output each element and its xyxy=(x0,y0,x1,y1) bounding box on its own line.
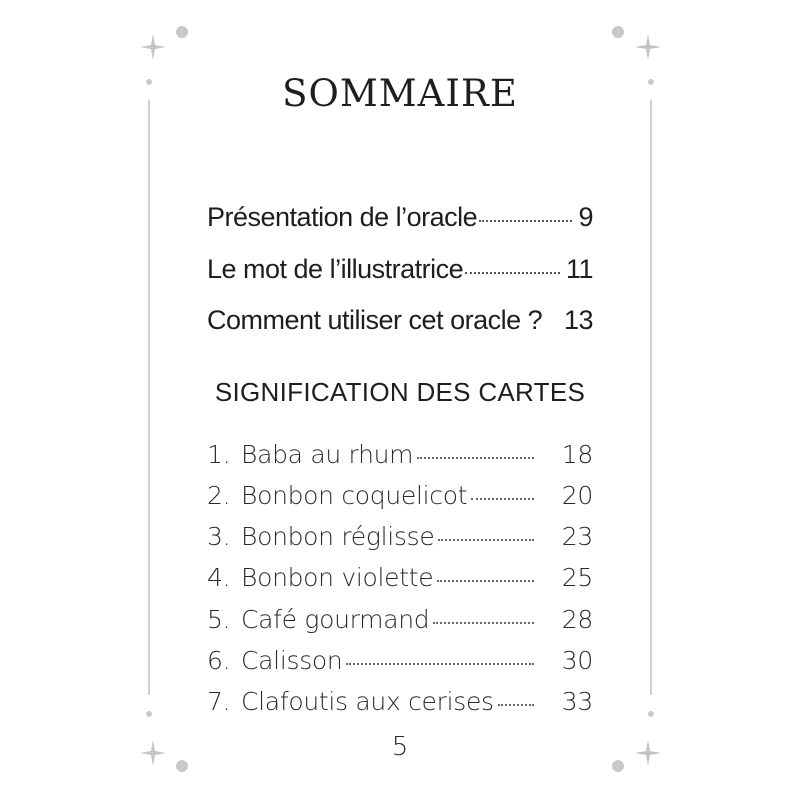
card-entry[interactable] xyxy=(207,522,593,551)
page-title: SOMMAIRE xyxy=(282,72,518,115)
dot-leader xyxy=(433,622,533,624)
toc-entry-label: Présentation de l’oracle xyxy=(207,202,478,232)
card-page: 25 xyxy=(561,563,593,592)
ornament-dot xyxy=(648,711,654,717)
toc-entry[interactable] xyxy=(207,254,593,285)
card-page: 28 xyxy=(561,605,593,634)
card-entry[interactable] xyxy=(207,687,593,716)
dot-leader xyxy=(479,220,572,222)
card-entry[interactable] xyxy=(207,481,593,510)
toc-entry[interactable] xyxy=(207,202,593,233)
sparkle-star-icon xyxy=(635,34,661,60)
card-number: 3. xyxy=(207,522,231,551)
page-number: 5 xyxy=(391,732,409,762)
toc-entry-page: 9 xyxy=(578,202,593,232)
dot-leader xyxy=(417,457,534,459)
card-label: Bonbon violette xyxy=(241,563,434,592)
dot-leader xyxy=(438,539,533,541)
card-page: 20 xyxy=(561,481,593,510)
dot-leader xyxy=(346,663,533,665)
card-number: 2. xyxy=(207,481,231,510)
card-entry[interactable] xyxy=(207,440,593,469)
dot-leader xyxy=(471,498,534,500)
ornament-dot xyxy=(176,26,188,38)
ornament-dot xyxy=(146,711,152,717)
dot-leader xyxy=(498,704,534,706)
sparkle-star-icon xyxy=(140,34,166,60)
card-page: 18 xyxy=(561,440,593,469)
card-label: Café gourmand xyxy=(241,605,430,634)
card-label: Clafoutis aux cerises xyxy=(241,687,494,716)
card-entry[interactable] xyxy=(207,563,593,592)
card-label: Bonbon réglisse xyxy=(241,522,435,551)
ornament-dot xyxy=(612,26,624,38)
toc-entry-page: 13 xyxy=(563,305,593,335)
card-label: Bonbon coquelicot xyxy=(241,481,468,510)
card-number: 7. xyxy=(207,687,231,716)
card-label: Baba au rhum xyxy=(241,440,414,469)
card-label: Calisson xyxy=(241,646,343,675)
card-number: 1. xyxy=(207,440,231,469)
dot-leader xyxy=(465,272,560,274)
card-entry[interactable] xyxy=(207,646,593,675)
toc-entry-label: Comment utiliser cet oracle ? xyxy=(207,305,543,335)
toc-entry-label: Le mot de l’illustratrice xyxy=(207,254,464,284)
toc-entry[interactable] xyxy=(207,305,593,336)
dot-leader xyxy=(437,580,533,582)
card-number: 6. xyxy=(207,646,231,675)
section-title: SIGNIFICATION DES CARTES xyxy=(214,377,586,407)
card-page: 23 xyxy=(561,522,593,551)
toc-entry-page: 11 xyxy=(565,254,593,284)
card-page: 30 xyxy=(561,646,593,675)
card-number: 5. xyxy=(207,605,231,634)
card-page: 33 xyxy=(561,687,593,716)
card-number: 4. xyxy=(207,563,231,592)
card-entry[interactable] xyxy=(207,605,593,634)
